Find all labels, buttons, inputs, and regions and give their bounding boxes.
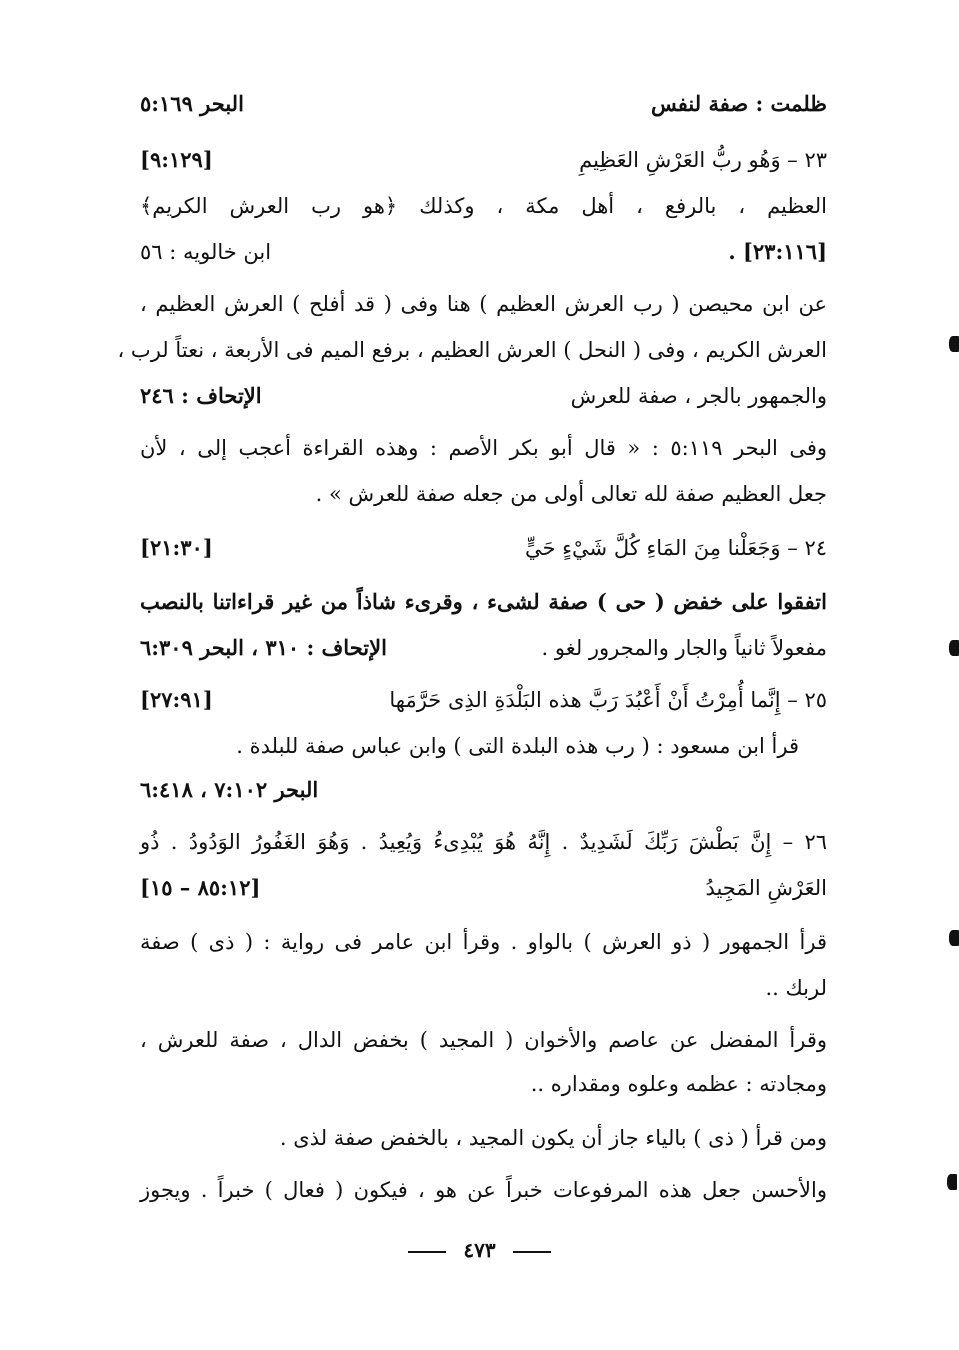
source-citation: ابن خالويه : ٥٦ — [140, 240, 272, 264]
text-line — [140, 376, 827, 416]
text-line — [140, 232, 827, 272]
running-header — [140, 84, 827, 124]
line-text: جعل العظيم صفة لله تعالى أولى من جعله صفة للعرش » . — [315, 482, 827, 506]
line-text: قرأ ابن مسعود : ( رب هذه البلدة التى ) وابن عباس صفة للبلدة . — [236, 734, 799, 758]
text-line — [140, 186, 827, 226]
text-line — [140, 968, 827, 1008]
text-line — [140, 1170, 827, 1210]
line-text: . [٢٣:١١٦] — [728, 239, 827, 264]
verse-text: ٢٦ – إِنَّ بَطْشَ رَبِّكَ لَشَدِيدٌ . إِنَّهُ هُوَ يُبْدِىءُ وَيُعِيدُ . وَهُوَ الغَفُورُ الوَدُودُ . ذُو — [140, 830, 827, 854]
line-text: والجمهور بالجر ، صفة للعرش — [570, 384, 827, 408]
text-line — [140, 868, 827, 908]
text-line — [140, 474, 827, 514]
page-footer — [0, 1238, 959, 1262]
line-text: ومن قرأ ( ذى ) بالياء جاز أن يكون المجيد ، بالخفض صفة لذى . — [279, 1126, 827, 1150]
line-text: ومجادته : عظمه وعلوه ومقداره .. — [530, 1072, 827, 1096]
header-reference: البحر ٥:١٦٩ — [140, 91, 244, 116]
scan-margin-mark — [949, 930, 959, 946]
footer-dash-right — [513, 1251, 551, 1253]
line-text: لربك .. — [765, 976, 827, 1000]
text-line — [140, 628, 827, 668]
scan-margin-mark — [949, 640, 959, 656]
verse-reference: [٨٥:١٢ – ١٥] — [140, 875, 261, 900]
line-text: العرش الكريم ، وفى ( النحل ) العرش العظيم ، برفع الميم فى الأربعة ، نعتاً لرب ، — [117, 338, 827, 362]
line-text: وفى البحر ٥:١١٩ : « قال أبو بكر الأصم : وهذه القراءة أعجب إلى ، لأن — [140, 436, 827, 460]
line-text: مفعولاً ثانياً والجار والمجرور لغو . — [541, 636, 827, 660]
text-line — [140, 922, 827, 962]
verse-reference: [٢١:٣٠] — [140, 535, 213, 560]
line-text: والأحسن جعل هذه المرفوعات خبراً عن هو ، فيكون ( فعال ) خبراً . ويجوز — [140, 1178, 827, 1202]
footer-dash-left — [408, 1251, 446, 1253]
text-line — [140, 822, 827, 862]
line-text: اتفقوا على خفض ( حى ) صفة لشىء ، وقرىء شاذاً من غير قراءاتنا بالنصب — [140, 589, 827, 614]
text-line — [117, 330, 827, 370]
source-citation: الإتحاف : ٣١٠ ، البحر ٦:٣٠٩ — [140, 635, 387, 660]
line-text: عن ابن محيصن ( رب العرش العظيم ) هنا وفى ( قد أفلح ) العرش العظيم ، — [140, 292, 827, 316]
text-line — [140, 726, 827, 766]
verse-text: ٢٤ – وَجَعَلْنا مِنَ المَاءِ كُلَّ شَيْءٍ حَيٍّ — [525, 536, 827, 560]
text-line — [140, 1064, 827, 1104]
text-line — [140, 680, 827, 720]
text-line — [140, 1118, 827, 1158]
line-text: قرأ الجمهور ( ذو العرش ) بالواو . وقرأ ابن عامر فى رواية : ( ذى ) صفة — [140, 930, 827, 954]
text-line — [140, 140, 827, 180]
line-text: العظيم ، بالرفع ، أهل مكة ، وكذلك ﴿هو رب العرش الكريم﴾ — [140, 194, 827, 218]
text-line — [140, 582, 827, 622]
header-title: ظلمت : صفة لنفس — [651, 91, 827, 116]
scan-margin-mark — [947, 1174, 957, 1190]
line-text: وقرأ المفضل عن عاصم والأخوان ( المجيد ) بخفض الدال ، صفة للعرش ، — [140, 1028, 827, 1052]
verse-text: العَرْشِ المَجِيدُ — [705, 876, 827, 900]
scan-margin-mark — [949, 336, 959, 352]
text-line — [140, 770, 827, 810]
page-number: ٤٧٣ — [463, 1238, 496, 1262]
text-line — [140, 528, 827, 568]
source-citation: البحر ٧:١٠٢ ، ٦:٤١٨ — [140, 777, 319, 802]
text-line — [140, 284, 827, 324]
verse-reference: [٢٧:٩١] — [140, 687, 213, 712]
text-line — [140, 1020, 827, 1060]
verse-text: ٢٣ – وَهُو ربُّ العَرْشِ العَظِيمِ — [579, 148, 827, 172]
text-line — [140, 428, 827, 468]
verse-text: ٢٥ – إِنَّما أُمِرْتُ أَنْ أَعْبُدَ رَبَّ هذه البَلْدَةِ الذِى حَرَّمَها — [389, 688, 827, 712]
verse-reference: [٩:١٢٩] — [140, 147, 213, 172]
source-citation: الإتحاف : ٢٤٦ — [140, 383, 262, 408]
